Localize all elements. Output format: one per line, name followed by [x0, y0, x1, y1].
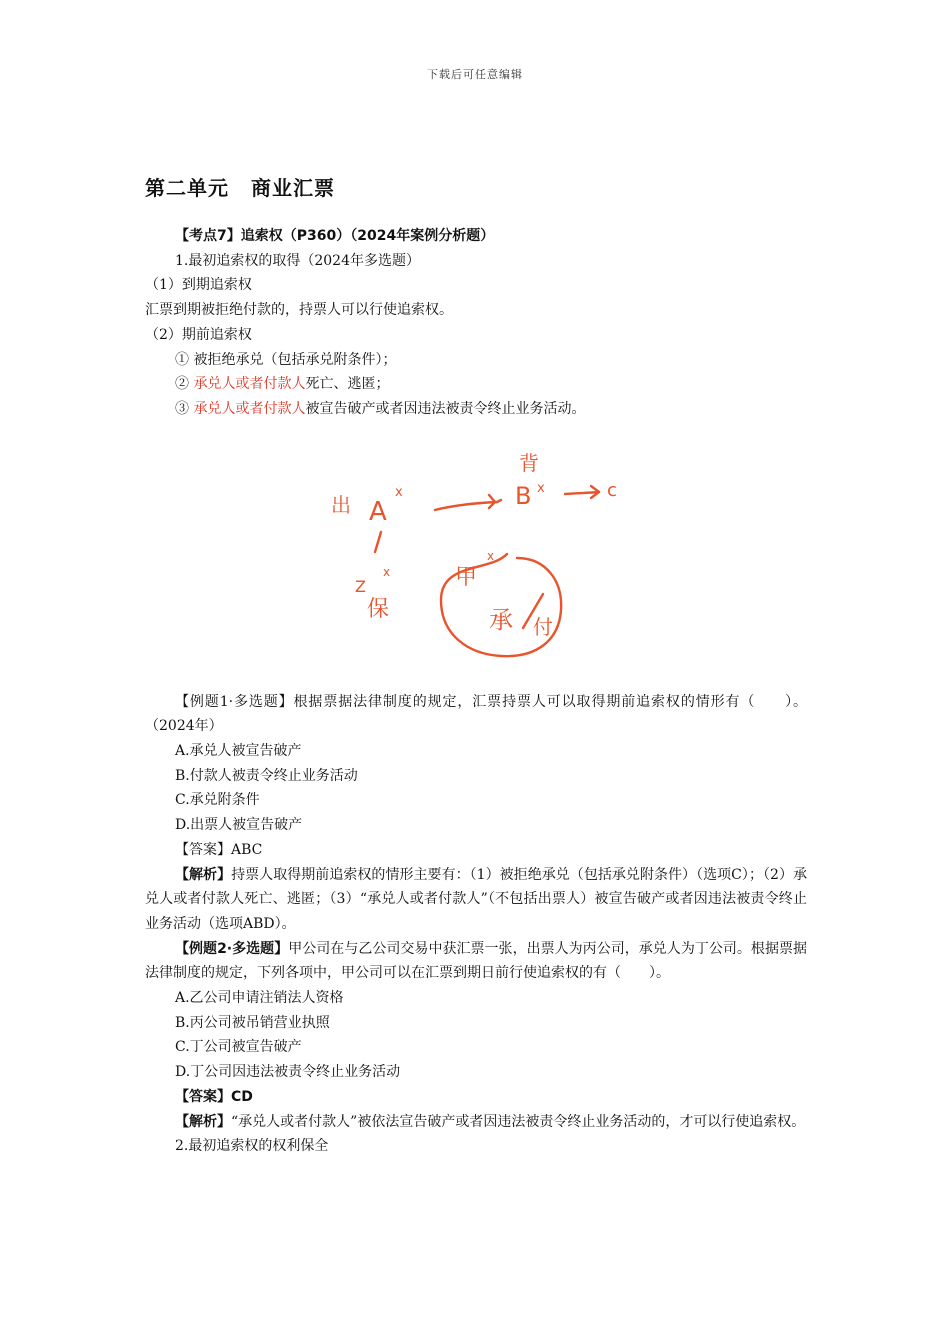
example-1-option: C.承兑附条件 [175, 792, 260, 809]
example-1-question: 【例题1·多选题】根据票据法律制度的规定，汇票持票人可以取得期前追索权的情形有（ ）。（2024年） [145, 693, 807, 735]
example-2-analysis: 【解析】“承兑人或者付款人”被依法宣告破产或者因违法被责令终止业务活动的，才可以行使追索权。 [175, 1113, 806, 1130]
label-chu: 出 [331, 492, 351, 517]
label-c: c [607, 479, 617, 501]
label-cheng: 承 [489, 605, 513, 634]
label-bao: 保 [367, 596, 390, 622]
example-1-answer: 【答案】ABC [175, 841, 263, 858]
label-jx: x [487, 548, 495, 563]
header-note: 下载后可任意编辑 [427, 68, 523, 81]
label-zx: x [383, 564, 391, 579]
kaodian-heading: 【考点7】追索权（P360）（2024年案例分析题） [175, 228, 495, 244]
label-bx: x [537, 480, 545, 496]
label-fu: 付 [533, 614, 553, 639]
sketch-labels [331, 451, 617, 639]
arrow-b-to-c [565, 492, 599, 494]
highlight-text: 承兑人或者付款人 [193, 376, 306, 393]
example-2-answer: 【答案】CD [175, 1088, 253, 1105]
section-title [145, 172, 335, 201]
label-jia: 甲 [455, 564, 478, 590]
document-body [145, 224, 807, 1159]
text-line: 汇票到期被拒绝付款的，持票人可以行使追索权。 [145, 302, 453, 319]
text-line: ① 被拒绝承兑（包括承兑附条件）； [175, 351, 397, 368]
example-2-question: 【例题2·多选题】甲公司在与乙公司交易中获汇票一张，出票人为丙公司，承兑人为丁公司。根据票据法律制度的规定，下列各项中，甲公司可以在汇票到期日前行使追索权的有（ ）。 [145, 940, 807, 982]
link-a-to-z [375, 532, 381, 552]
label-ax: x [395, 484, 403, 500]
text-line: （1）到期追索权 [145, 277, 252, 294]
text-line: 1.最初追索权的取得（2024年多选题） [175, 252, 420, 269]
next-subheading: 2.最初追索权的权利保全 [175, 1138, 329, 1155]
sketch-strokes [375, 486, 599, 656]
text-line: ② 承兑人或者付款人死亡、逃匿； [175, 376, 390, 393]
text-line: ③ 承兑人或者付款人被宣告破产或者因违法被责令终止业务活动。 [175, 400, 586, 417]
section-title-topic: 商业汇票 [251, 176, 335, 200]
example-1-option: B.付款人被责令终止业务活动 [175, 767, 358, 784]
example-1-option: D.出票人被宣告破产 [175, 817, 303, 834]
highlight-text: 承兑人或者付款人 [193, 400, 306, 417]
section-title-unit: 第二单元 [145, 176, 229, 200]
example-2-option: C.丁公司被宣告破产 [175, 1039, 302, 1056]
example-1-option: A.承兑人被宣告破产 [175, 743, 302, 760]
label-bei: 背 [519, 450, 539, 475]
label-z: Z [355, 576, 366, 596]
example-1-analysis: 【解析】持票人取得期前追索权的情形主要有：（1）被拒绝承兑（包括承兑附条件）（选项C）；（2）承兑人或者付款人死亡、逃匿；（3）“承兑人或者付款人”（不包括出票人）被宣告破产或者因违法被责令终止业务活动（选项ABD）。 [145, 866, 807, 932]
handwritten-sketch [145, 422, 807, 690]
example-2-option: D.丁公司因违法被责令终止业务活动 [175, 1064, 401, 1081]
label-b: B [515, 481, 532, 510]
text-line: （2）期前追索权 [145, 326, 252, 343]
label-a: A [369, 496, 387, 527]
example-2-option: A.乙公司申请注销法人资格 [175, 990, 344, 1007]
sketch-drawing [145, 422, 807, 690]
example-2-option: B.丙公司被吊销营业执照 [175, 1014, 330, 1031]
